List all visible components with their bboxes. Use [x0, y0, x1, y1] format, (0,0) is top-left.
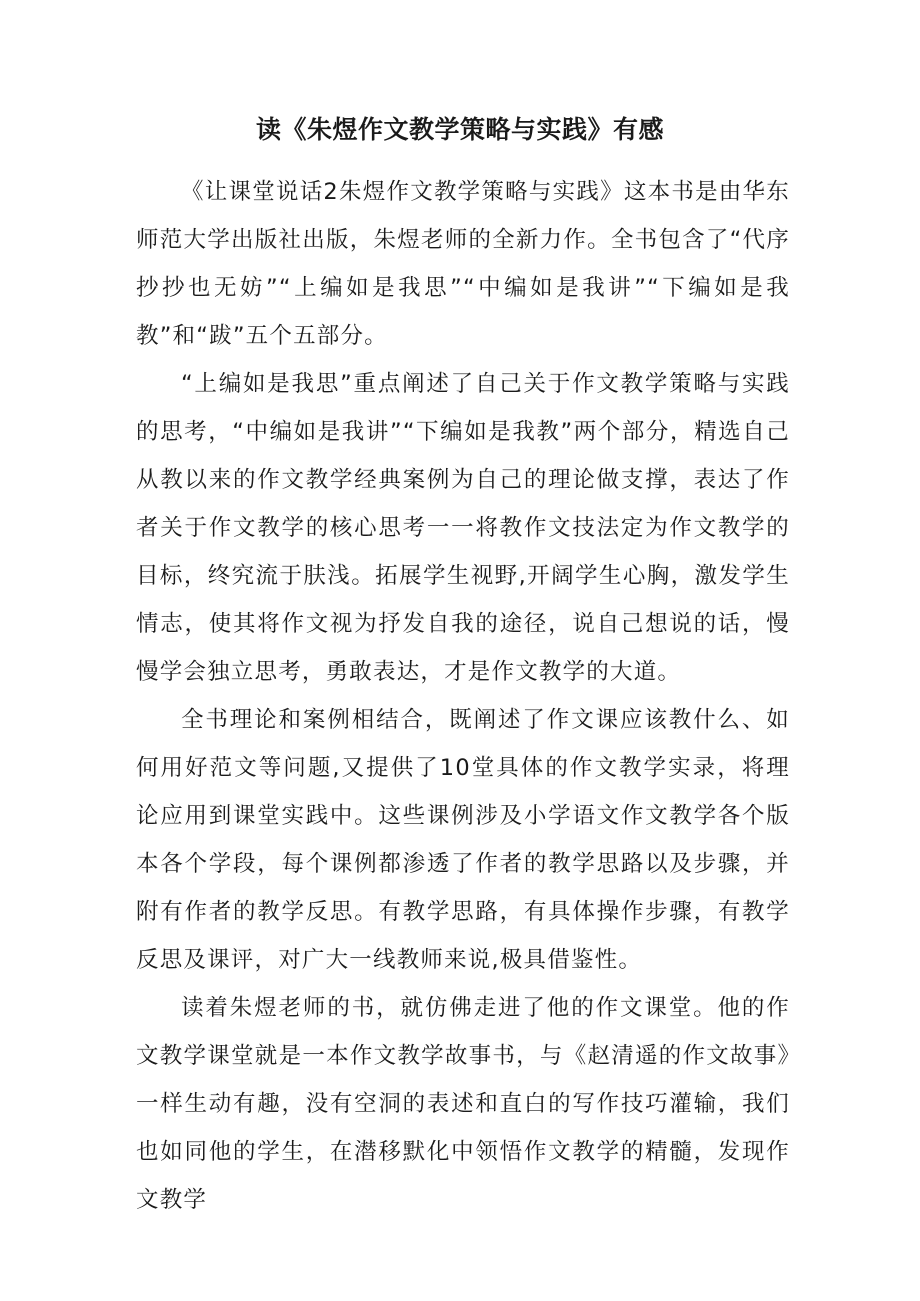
paragraph: 《让课堂说话2朱煜作文教学策略与实践》这本书是由华东师范大学出版社出版，朱煜老师的全新力作。全书包含了“代序抄抄也无妨”“上编如是我思”“中编如是我讲”“下编如是我教”和“跋”五个五部分。 — [136, 179, 790, 349]
paragraph: 全书理论和案例相结合，既阐述了作文课应该教什么、如何用好范文等问题,又提供了10堂具体的作文教学实录，将理论应用到课堂实践中。这些课例涉及小学语文作文教学各个版本各个学段，每个课例都渗透了作者的教学思路以及步骤，并附有作者的教学反思。有教学思路，有具体操作步骤，有教学反思及课评，对广大一线教师来说,极具借鉴性。 — [136, 707, 790, 973]
paragraph: 读着朱煜老师的书，就仿佛走进了他的作文课堂。他的作文教学课堂就是一本作文教学故事书，与《赵清遥的作文故事》一样生动有趣，没有空洞的表述和直白的写作技巧灌输，我们也如同他的学生，在潜移默化中领悟作文教学的精髓，发现作文教学 — [136, 995, 790, 1213]
document-body — [136, 168, 790, 1224]
paragraph: “上编如是我思”重点阐述了自己关于作文教学策略与实践的思考，“中编如是我讲”“下编如是我教”两个部分，精选自己从教以来的作文教学经典案例为自己的理论做支撑，表达了作者关于作文教学的核心思考一一将教作文技法定为作文教学的目标，终究流于肤浅。拓展学生视野,开阔学生心胸，激发学生情志，使其将作文视为抒发自我的途径，说自己想说的话，慢慢学会独立思考，勇敢表达，才是作文教学的大道。 — [136, 371, 790, 685]
document-title: 读《朱煜作文教学策略与实践》有感 — [255, 115, 664, 144]
